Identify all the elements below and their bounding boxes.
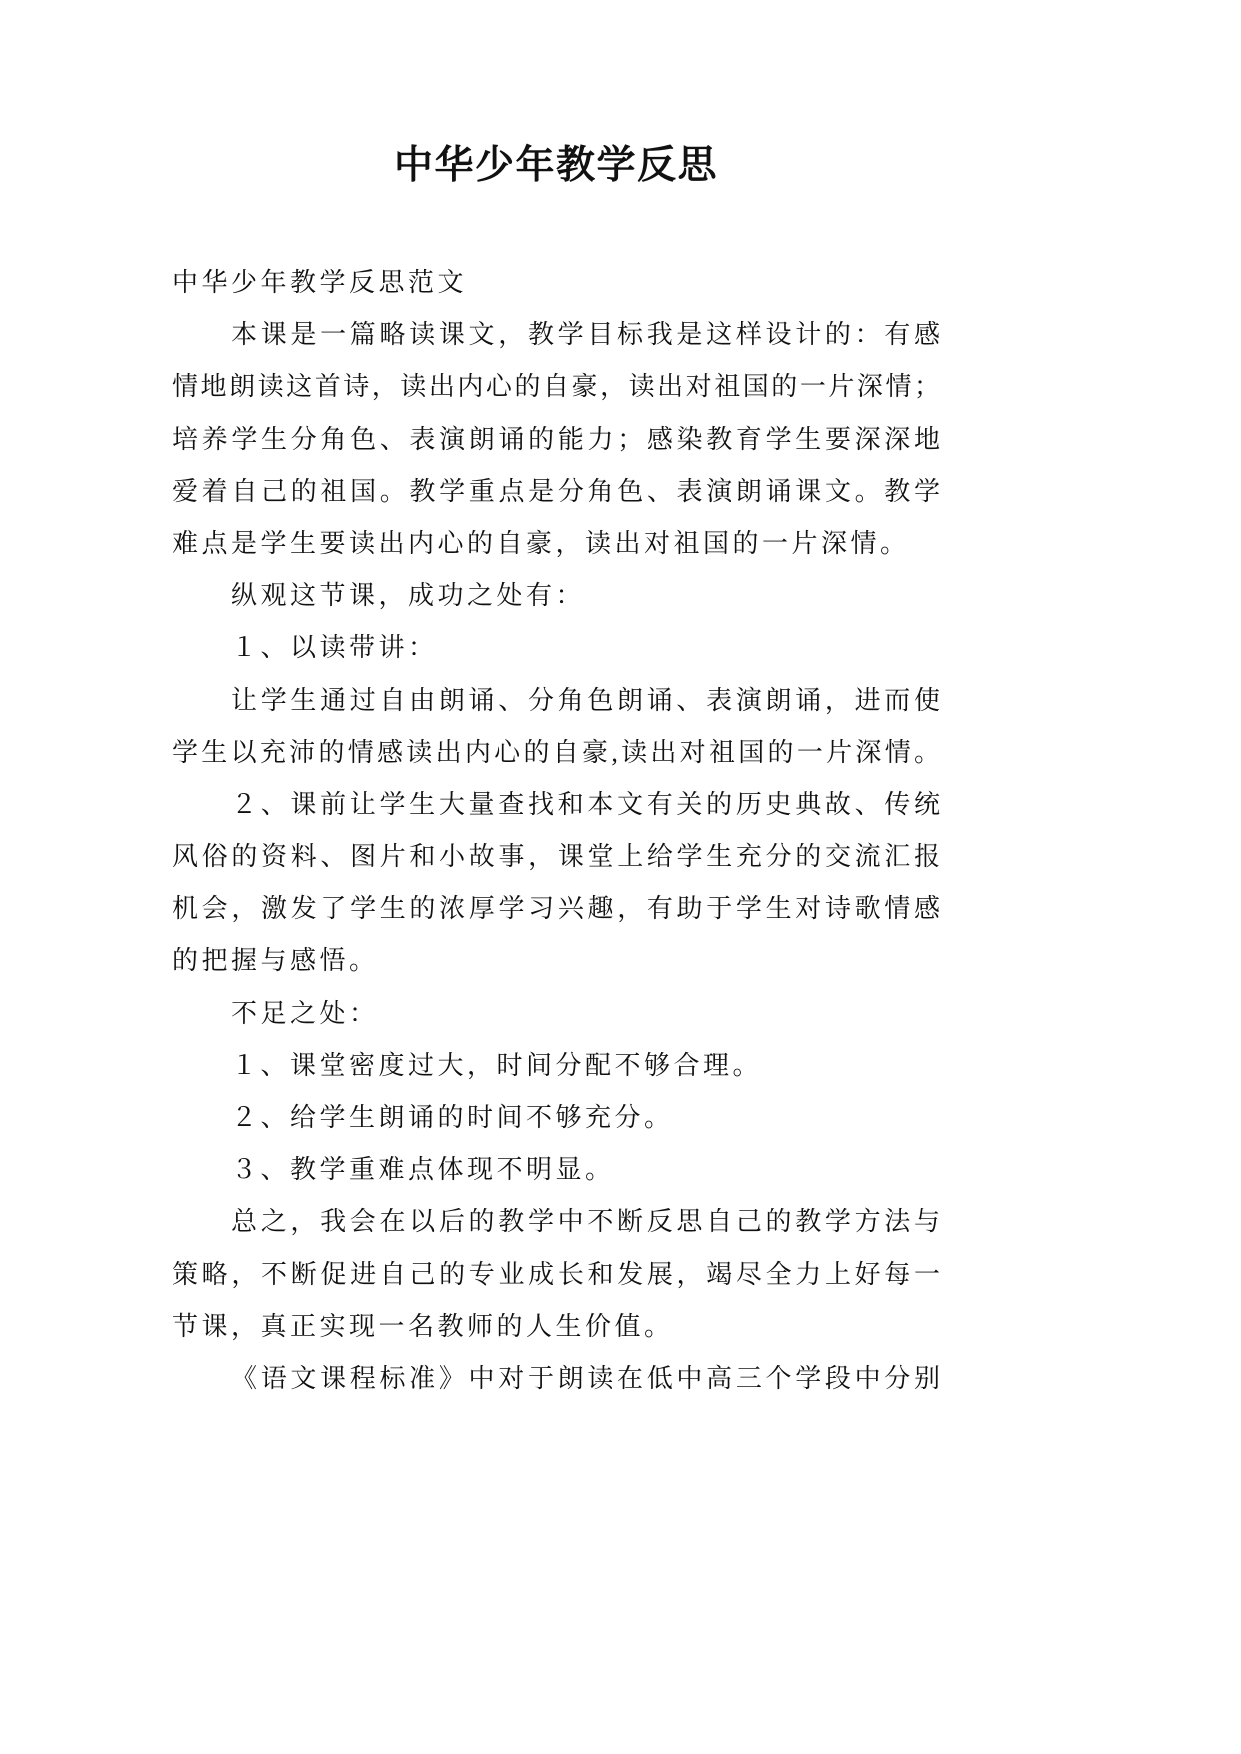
paragraph — [172, 675, 940, 779]
paragraph-line: 风俗的资料、图片和小故事，课堂上给学生充分的交流汇报 — [172, 842, 940, 872]
paragraph-line: 爱着自己的祖国。教学重点是分角色、表演朗诵课文。教学 — [172, 476, 940, 506]
paragraph-line: 纵观这节课，成功之处有： — [231, 581, 586, 611]
list-item — [172, 622, 940, 674]
paragraph-line: ２、给学生朗诵的时间不够充分。 — [231, 1103, 674, 1132]
document-body — [172, 257, 940, 1405]
paragraph-line: 策略，不断促进自己的专业成长和发展，竭尽全力上好每一 — [172, 1259, 940, 1289]
list-item — [172, 1092, 940, 1144]
paragraph-line: 总之，我会在以后的教学中不断反思自己的教学方法与 — [231, 1207, 940, 1237]
list-item — [172, 779, 940, 988]
paragraph-line: 难点是学生要读出内心的自豪，读出对祖国的一片深情。 — [172, 528, 910, 558]
paragraph-line: 节课，真正实现一名教师的人生价值。 — [172, 1311, 674, 1341]
paragraph — [172, 1196, 940, 1353]
paragraph-line: 不足之处： — [231, 998, 379, 1028]
paragraph-heading — [172, 257, 940, 309]
paragraph-line: 学生以充沛的情感读出内心的自豪,读出对祖国的一片深情。 — [172, 737, 940, 767]
paragraph-line: 《语文课程标准》中对于朗读在低中高三个学段中分别 — [231, 1363, 940, 1393]
paragraph-line: 的把握与感悟。 — [172, 946, 379, 976]
paragraph-line: ２、课前让学生大量查找和本文有关的历史典故、传统 — [231, 789, 940, 819]
paragraph-line: 让学生通过自由朗诵、分角色朗诵、表演朗诵，进而使 — [231, 685, 940, 715]
paragraph-line: 机会，激发了学生的浓厚学习兴趣，有助于学生对诗歌情感 — [172, 894, 940, 924]
paragraph-line: １、以读带讲： — [231, 633, 438, 663]
paragraph-line: ３、教学重难点体现不明显。 — [231, 1155, 615, 1185]
paragraph — [172, 988, 940, 1040]
list-item — [172, 1040, 940, 1092]
paragraph-line: １、课堂密度过大，时间分配不够合理。 — [231, 1050, 763, 1080]
paragraph — [172, 570, 940, 622]
paragraph-line: 中华少年教学反思范文 — [172, 268, 468, 297]
paragraph-line: 培养学生分角色、表演朗诵的能力；感染教育学生要深深地 — [172, 424, 940, 454]
paragraph — [172, 309, 940, 570]
paragraph-line: 情地朗读这首诗，读出内心的自豪，读出对祖国的一片深情； — [172, 372, 940, 402]
list-item — [172, 1144, 940, 1196]
paragraph-line: 本课是一篇略读课文，教学目标我是这样设计的：有感 — [231, 320, 940, 350]
paragraph — [172, 1353, 940, 1405]
document-title: 中华少年教学反思 — [393, 144, 718, 187]
